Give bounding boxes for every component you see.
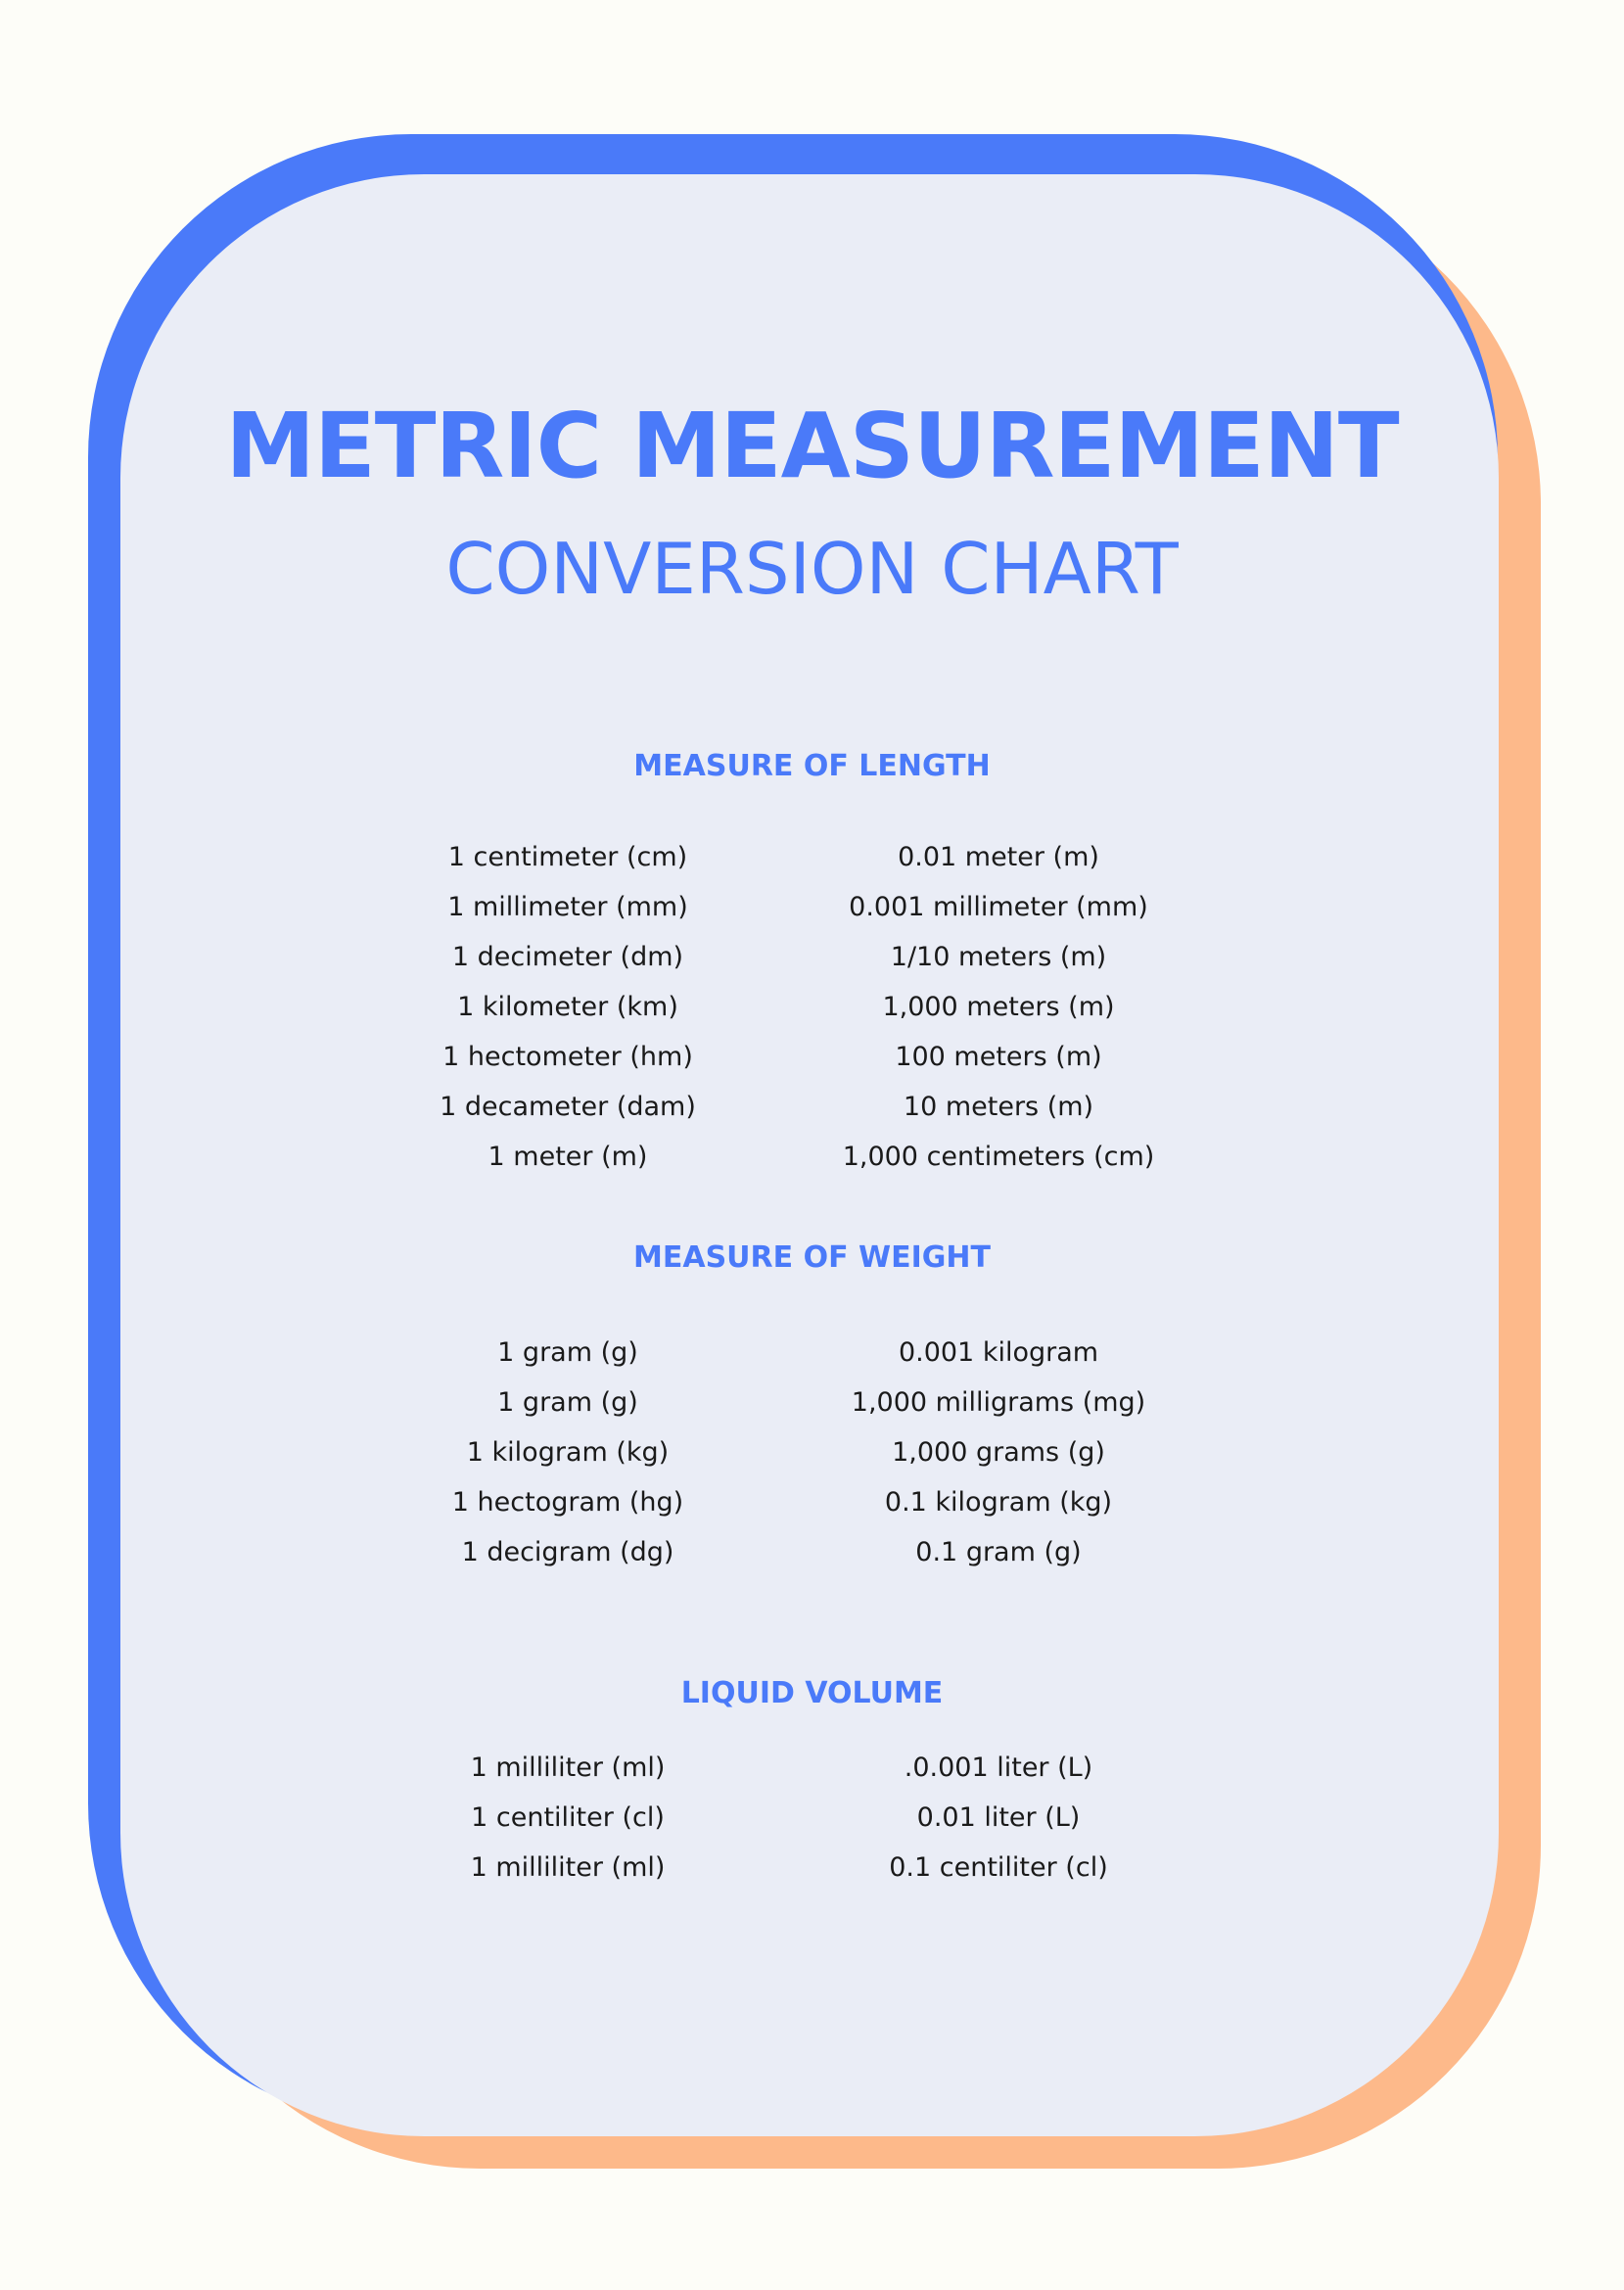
- unit-equivalent: 0.001 millimeter (mm): [849, 892, 1148, 922]
- unit-label: 1 centiliter (cl): [471, 1802, 665, 1833]
- list-item: [0, 844, 1624, 894]
- liquid-volume-conversion-list: [0, 1754, 1624, 1904]
- unit-label: 1 milliliter (ml): [470, 1753, 666, 1783]
- list-item: [0, 1439, 1624, 1489]
- unit-label: 1 decigram (dg): [461, 1537, 674, 1567]
- section-heading-liquid-volume: LIQUID VOLUME: [680, 1676, 944, 1710]
- list-item: [0, 1804, 1624, 1854]
- unit-equivalent: 1,000 milligrams (mg): [851, 1387, 1146, 1418]
- unit-equivalent: 0.1 kilogram (kg): [884, 1487, 1113, 1518]
- unit-label: 1 meter (m): [487, 1142, 648, 1172]
- unit-equivalent: 0.01 liter (L): [916, 1802, 1081, 1833]
- list-item: [0, 1094, 1624, 1144]
- page-title: METRIC MEASUREMENT: [225, 394, 1399, 498]
- list-item: [0, 1144, 1624, 1193]
- unit-label: 1 decimeter (dm): [451, 942, 684, 972]
- unit-equivalent: 0.1 gram (g): [915, 1537, 1082, 1567]
- unit-label: 1 kilogram (kg): [466, 1437, 670, 1468]
- unit-equivalent: 0.1 centiliter (cl): [889, 1852, 1108, 1883]
- list-item: [0, 1854, 1624, 1904]
- unit-label: 1 gram (g): [497, 1387, 638, 1418]
- unit-equivalent: 1/10 meters (m): [890, 942, 1107, 972]
- unit-equivalent: 0.01 meter (m): [898, 842, 1099, 872]
- unit-equivalent: 0.001 kilogram: [898, 1337, 1099, 1368]
- list-item: [0, 994, 1624, 1044]
- length-conversion-list: [0, 844, 1624, 1193]
- unit-label: 1 decameter (dam): [440, 1092, 696, 1122]
- unit-label: 1 milliliter (ml): [470, 1852, 666, 1883]
- list-item: [0, 944, 1624, 994]
- section-heading-weight: MEASURE OF WEIGHT: [633, 1240, 991, 1275]
- section-heading-length: MEASURE OF LENGTH: [633, 749, 991, 783]
- unit-label: 1 centimeter (cm): [447, 842, 688, 872]
- unit-label: 1 gram (g): [497, 1337, 638, 1368]
- unit-equivalent: 10 meters (m): [903, 1092, 1094, 1122]
- list-item: [0, 1044, 1624, 1094]
- unit-label: 1 millimeter (mm): [447, 892, 688, 922]
- list-item: [0, 1339, 1624, 1389]
- page-subtitle: CONVERSION CHART: [445, 528, 1179, 610]
- list-item: [0, 1389, 1624, 1439]
- unit-label: 1 kilometer (km): [457, 992, 678, 1022]
- list-item: [0, 1489, 1624, 1539]
- list-item: [0, 1754, 1624, 1804]
- list-item: [0, 894, 1624, 944]
- unit-equivalent: 1,000 centimeters (cm): [842, 1142, 1155, 1172]
- list-item: [0, 1539, 1624, 1589]
- unit-label: 1 hectogram (hg): [451, 1487, 684, 1518]
- unit-equivalent: 1,000 grams (g): [892, 1437, 1105, 1468]
- unit-equivalent: 1,000 meters (m): [882, 992, 1115, 1022]
- unit-label: 1 hectometer (hm): [442, 1042, 693, 1072]
- unit-equivalent: .0.001 liter (L): [904, 1753, 1093, 1783]
- unit-equivalent: 100 meters (m): [895, 1042, 1102, 1072]
- weight-conversion-list: [0, 1339, 1624, 1589]
